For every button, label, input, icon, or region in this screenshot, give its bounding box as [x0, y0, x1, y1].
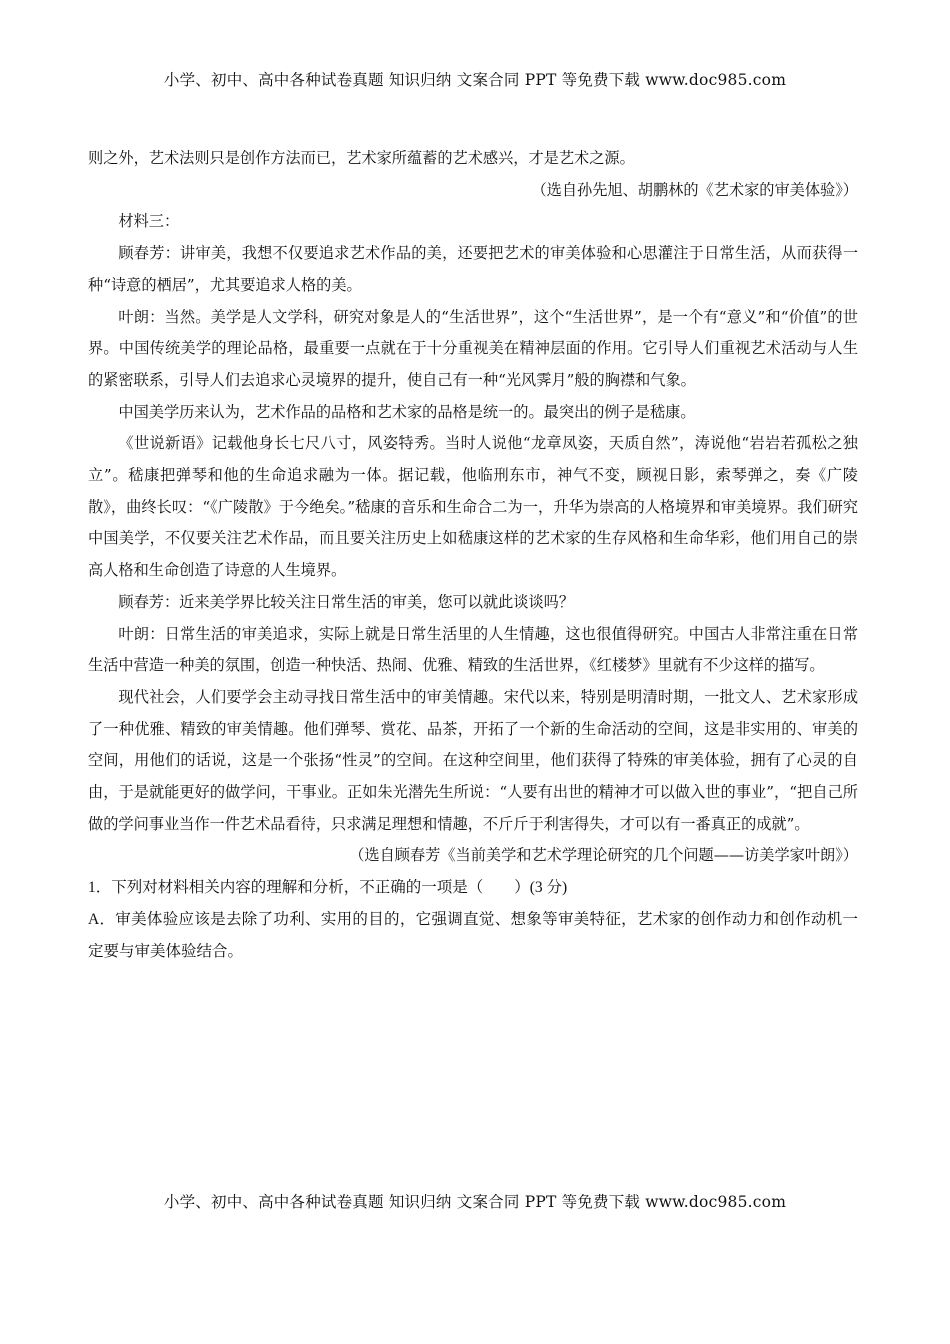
paragraph-ye-3: 《世说新语》记载他身长七尺八寸，风姿特秀。当时人说他“龙章凤姿，天质自然”，涛说他“岩岩若孤松之独立”。嵇康把弹琴和他的生命追求融为一体。据记载，他临刑东市，神气不变，顾视日影，索琴弹之，奏《广陵散》，曲终长叹：“《广陵散》于今绝矣。”嵇康的音乐和生命合二为一，升华为崇高的人格境界和审美境界。我们研究中国美学，不仅要关注艺术作品，而且要关注历史上如嵇康这样的艺术家的生存风格和生命华彩，他们用自己的崇高人格和生命创造了诗意的人生境界。 [88, 434, 858, 580]
material3-title: 材料三： [118, 212, 180, 231]
document-body [88, 143, 858, 967]
header-banner: 小学、初中、高中各种试卷真题 知识归纳 文案合同 PPT 等免费下载 www.doc985.com [163, 71, 787, 89]
question-1-option-a: A．审美体验应该是去除了功利、实用的目的，它强调直觉、想象等审美特征，艺术家的创作动力和创作动机一定要与审美体验结合。 [88, 910, 858, 960]
source-citation-material2: （选自孙先旭、胡鹏林的《艺术家的审美体验》） [531, 180, 858, 199]
paragraph-ye-5: 现代社会，人们要学会主动寻找日常生活中的审美情趣。宋代以来，特别是明清时期，一批文人、艺术家形成了一种优雅、精致的审美情趣。他们弹琴、赏花、品茶，开拓了一个新的生命活动的空间，这是非实用的、审美的空间，用他们的话说，这是一个张扬“性灵”的空间。在这种空间里，他们获得了特殊的审美体验，拥有了心灵的自由，于是就能更好的做学问，干事业。正如朱光潜先生所说：“人要有出世的精神才可以做入世的事业”，“把自己所做的学问事业当作一件艺术品看待，只求满足理想和情趣，不斤斤于利害得失，才可以有一番真正的成就”。 [88, 687, 858, 833]
paragraph-ye-4: 叶朗：日常生活的审美追求，实际上就是日常生活里的人生情趣，这也很值得研究。中国古人非常注重在日常生活中营造一种美的氛围，创造一种快活、热闹、优雅、精致的生活世界，《红楼梦》里就有不少这样的描写。 [88, 624, 858, 675]
footer-banner: 小学、初中、高中各种试卷真题 知识归纳 文案合同 PPT 等免费下载 www.doc985.com [163, 1193, 787, 1211]
source-citation-material3: （选自顾春芳《当前美学和艺术学理论研究的几个问题——访美学家叶朗》） [349, 846, 858, 865]
paragraph-continuation: 则之外，艺术法则只是创作方法而已，艺术家所蕴蓄的艺术感兴，才是艺术之源。 [88, 149, 635, 167]
paragraph-ye-2: 中国美学历来认为，艺术作品的品格和艺术家的品格是统一的。最突出的例子是嵇康。 [118, 402, 696, 421]
paragraph-ye-1: 叶朗：当然。美学是人文学科，研究对象是人的“生活世界”，这个“生活世界”，是一个有“意义”和“价值”的世界。中国传统美学的理论品格，最重要一点就在于十分重视美在精神层面的作用。它引导人们重视艺术活动与人生的紧密联系，引导人们去追求心灵境界的提升，使自己有一种“光风霁月”般的胸襟和气象。 [88, 307, 858, 389]
paragraph-gu-2: 顾春芳：近来美学界比较关注日常生活的审美，您可以就此谈谈吗？ [118, 592, 575, 611]
paragraph-gu-1: 顾春芳：讲审美，我想不仅要追求艺术作品的美，还要把艺术的审美体验和心思灌注于日常生活，从而获得一种“诗意的栖居”，尤其要追求人格的美。 [88, 244, 858, 294]
question-1: 1．下列对材料相关内容的理解和分析，不正确的一项是（ ）(3 分) [88, 879, 568, 897]
